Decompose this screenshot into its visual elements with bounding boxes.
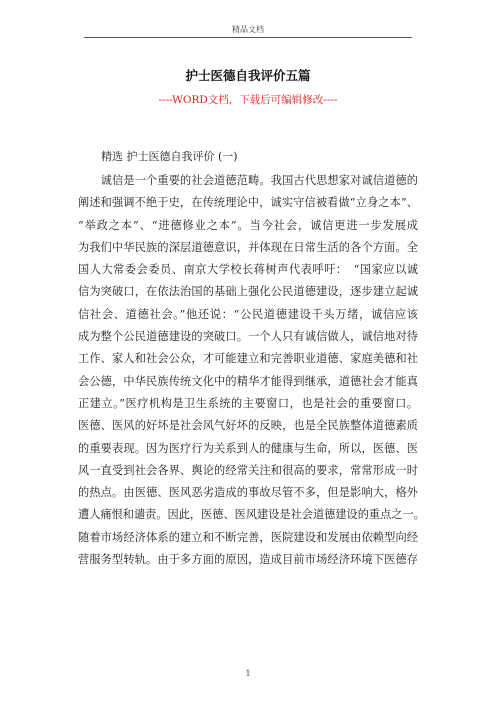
body-line: 营服务型转轨。由于多方面的原因，造成目前市场经济环境下医德存: [78, 553, 418, 567]
body-line: 诚信是一个重要的社会道德范畴。我国古代思想家对诚信道德的: [78, 174, 418, 187]
body-line: 为我们中华民族的深层道德意识，并体现在日常生活的各个方面。全: [78, 240, 418, 254]
body-line: 正建立。”医疗机构是卫生系统的主要窗口，也是社会的重要窗口。: [78, 396, 418, 410]
body-line: 风一直受到社会各界、舆论的经常关注和很高的要求，常常形成一时: [78, 463, 418, 477]
body-line: 国人大常委会委员、南京大学校长蒋树声代表呼吁： “国家应以诚: [78, 263, 418, 277]
body-line: 的重要表现。因为医疗行为关系到人的健康与生命，所以，医德、医: [78, 441, 418, 455]
page-number: 1: [245, 669, 251, 678]
body-line: 信社会、道德社会。”他还说：“公民道德建设千头万绪，诚信应该: [78, 307, 418, 321]
body-line: 阐述和强调不绝于史，在传统理论中，诚实守信被看做“立身之本”、: [78, 196, 418, 210]
body-line: 工作、家人和社会公众，才可能建立和完善职业道德、家庭美德和社: [78, 352, 418, 366]
document-subtitle: ----WORD文档，下载后可编辑修改----: [158, 94, 338, 106]
body-line: 信为突破口，在依法治国的基础上强化公民道德建设，逐步建立起诚: [78, 285, 418, 299]
body-paragraph: [78, 170, 425, 571]
body-line: 的热点。由医德、医风恶劣造成的事故尽管不多，但是影响大，格外: [78, 486, 418, 500]
document-title: 护士医德自我评价五篇: [185, 68, 311, 83]
body-line: 医德、医风的好坏是社会风气好坏的反映，也是全民族整体道德素质: [78, 419, 418, 433]
body-line: “举政之本”、“进德修业之本”。当今社会，诚信更进一步发展成: [78, 218, 418, 232]
header-divider: [84, 37, 412, 38]
body-line: 会公德，中华民族传统文化中的精华才能得到继承，道德社会才能真: [78, 374, 418, 388]
body-line: 随着市场经济体系的建立和不断完善，医院建设和发展由依赖型向经: [78, 530, 418, 544]
section-heading: 精选 护士医德自我评价 (一): [101, 150, 238, 163]
body-line: 遭人痛恨和谴责。因此，医德、医风建设是社会道德建设的重点之一。: [78, 508, 425, 522]
header-label: 精品文档: [232, 25, 264, 34]
body-line: 成为整个公民道德建设的突破口。一个人只有诚信做人，诚信地对待: [78, 330, 418, 344]
